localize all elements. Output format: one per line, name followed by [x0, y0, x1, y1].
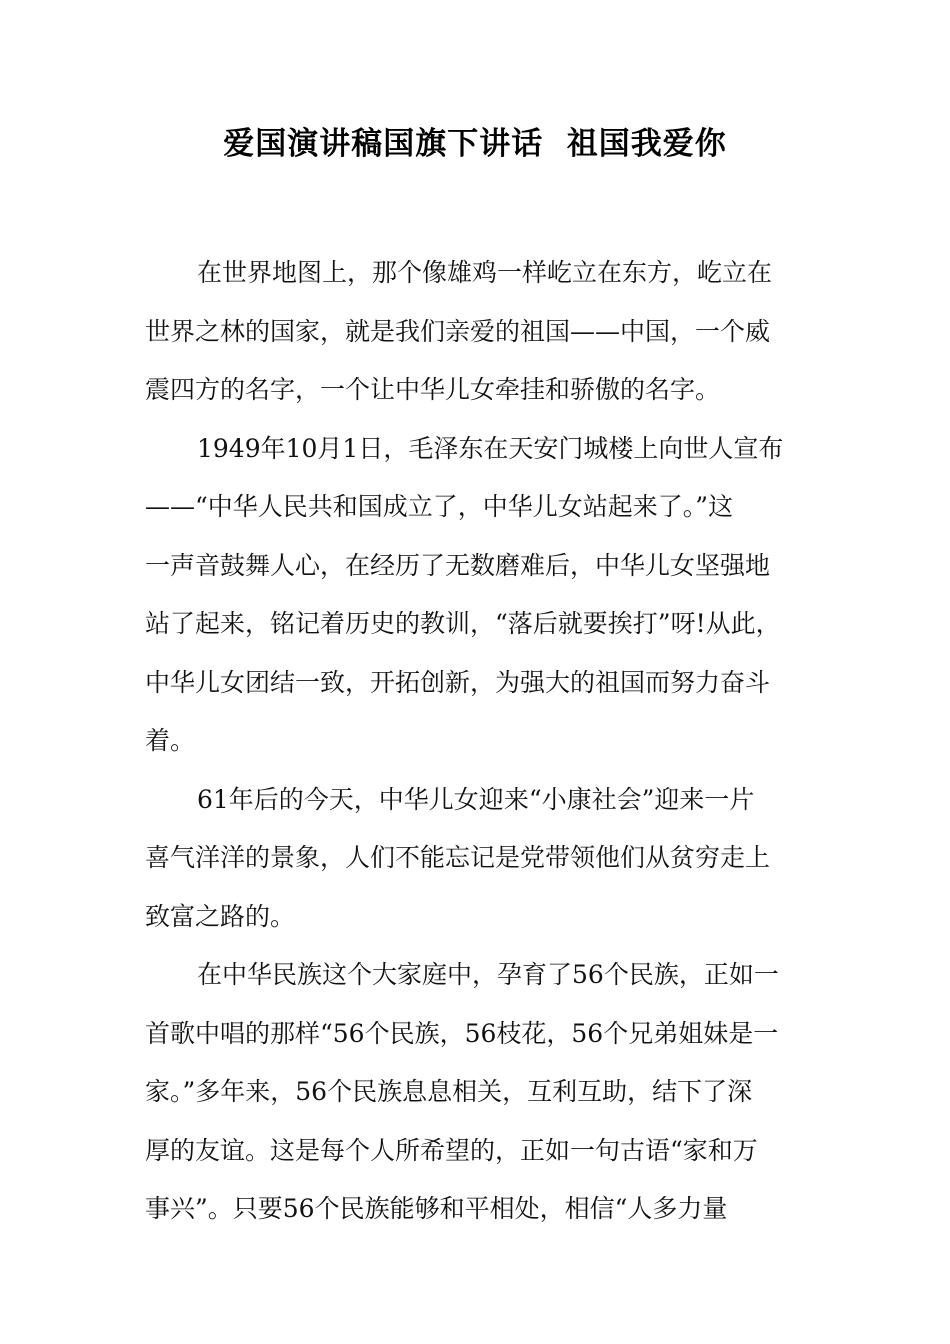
- text-line: 震四方的名字，一个让中华儿女牵挂和骄傲的名字。: [145, 375, 721, 404]
- text-line: 中华儿女团结一致，开拓创新，为强大的祖国而努力奋斗: [145, 667, 771, 697]
- document-title: 爱国演讲稿国旗下讲话 祖国我爱你: [223, 126, 727, 162]
- text-line: 在中华民族这个大家庭中，孕育了56个民族，正如一: [197, 960, 779, 989]
- text-line: 一声音鼓舞人心，在经历了无数磨难后，中华儿女坚强地: [145, 550, 771, 580]
- paragraph-2: [145, 420, 810, 771]
- text-line: 厚的友谊。这是每个人所希望的，正如一句古语“家和万: [145, 1135, 758, 1165]
- document-body: [145, 244, 810, 1239]
- text-line: 世界之林的国家，就是我们亲爱的祖国——中国，一个威: [145, 316, 771, 346]
- text-line: 致富之路的。: [145, 901, 296, 931]
- paragraph-3: [145, 771, 810, 947]
- text-line: 事兴”。只要56个民族能够和平相处，相信“人多力量: [145, 1194, 728, 1223]
- text-line: 家。”多年来，56个民族息息相关，互利互助，结下了深: [145, 1077, 753, 1106]
- text-line: 首歌中唱的那样“56个民族，56枝花，56个兄弟姐妹是一: [145, 1018, 779, 1048]
- text-line: 着。: [145, 726, 196, 755]
- text-line: 站了起来，铭记着历史的教训，“落后就要挨打”呀!从此，: [145, 609, 781, 638]
- text-line: 在世界地图上，那个像雄鸡一样屹立在东方，屹立在: [197, 258, 773, 287]
- text-line: ——“中华人民共和国成立了，中华儿女站起来了。”这: [145, 492, 734, 521]
- paragraph-1: [145, 244, 810, 420]
- paragraph-4: [145, 946, 810, 1239]
- text-line: 61年后的今天，中华儿女迎来“小康社会”迎来一片: [197, 784, 755, 814]
- text-line: 1949年10月1日，毛泽东在天安门城楼上向世人宣布: [197, 433, 784, 463]
- text-line: 喜气洋洋的景象，人们不能忘记是党带领他们从贫穷走上: [145, 843, 771, 872]
